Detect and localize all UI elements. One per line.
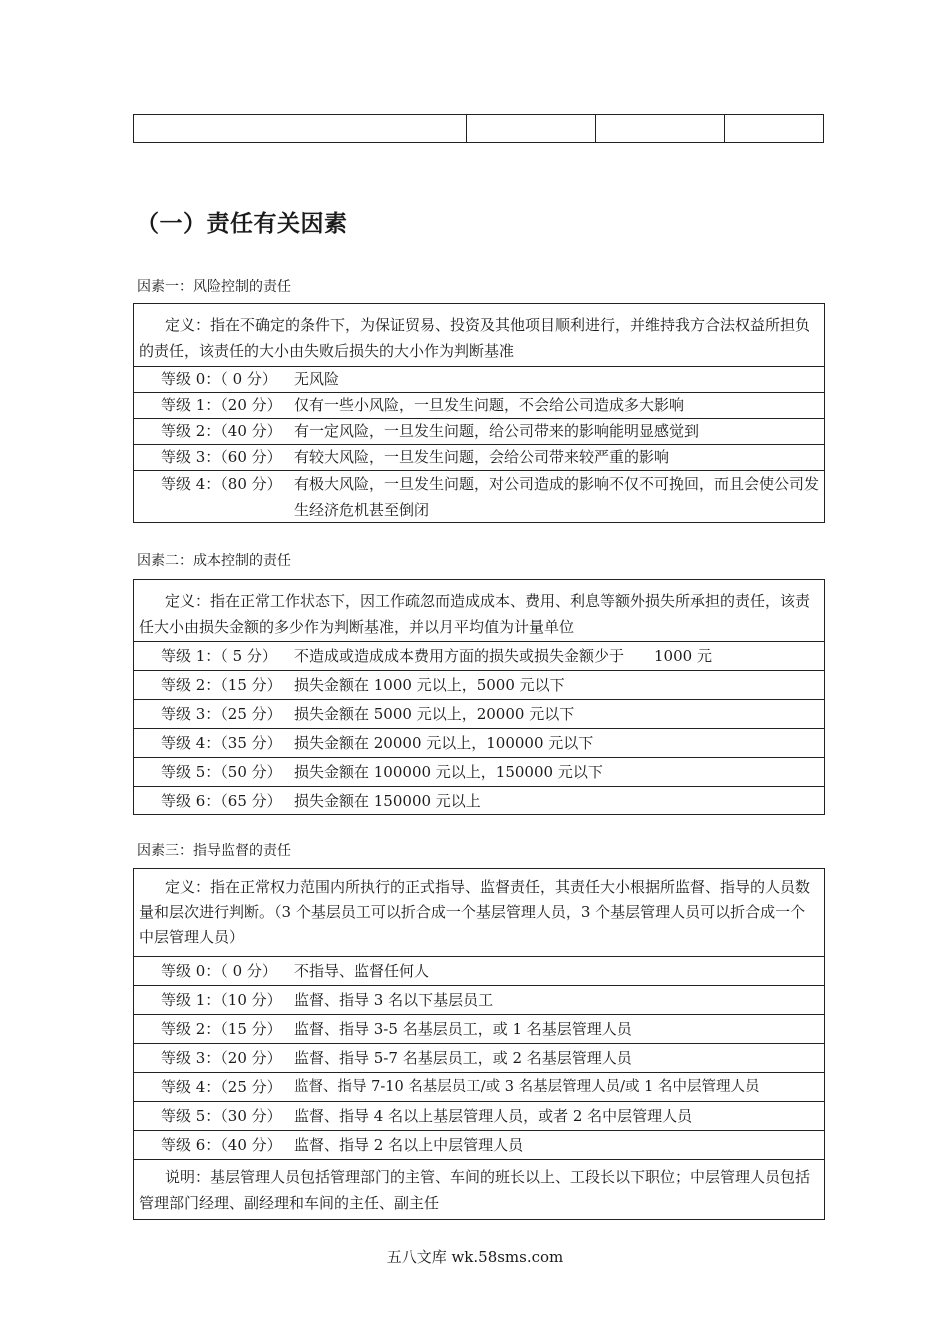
definition-text: 定义：指在正常工作状态下，因工作疏忽而造成成本、费用、利息等额外损失所承担的责任，该责任大小由损失金额的多少作为判断基准，并以月平均值为计量单位 xyxy=(139,592,811,636)
level-row xyxy=(134,757,824,786)
level-text: 损失金额在 150000 元以上 xyxy=(294,792,481,810)
level-text: 无风险 xyxy=(294,370,340,388)
level-row xyxy=(134,670,824,699)
level-row xyxy=(134,470,824,522)
level-row xyxy=(134,1101,824,1130)
level-label: 等级 2：（15 分） xyxy=(161,676,282,694)
definition-row xyxy=(134,304,824,366)
level-text: 监督、指导 5-7 名基层员工，或 2 名基层管理人员 xyxy=(294,1049,632,1067)
definition-row xyxy=(134,869,824,956)
level-text: 有一定风险，一旦发生问题，给公司带来的影响能明显感觉到 xyxy=(294,422,700,440)
level-text: 监督、指导 3-5 名基层员工，或 1 名基层管理人员 xyxy=(294,1020,632,1038)
level-text: 不指导、监督任何人 xyxy=(294,962,430,980)
level-label: 等级 5：（50 分） xyxy=(161,763,282,781)
level-label: 等级 1：（ 5 分） xyxy=(161,647,277,665)
level-text: 仅有一些小风险，一旦发生问题，不会给公司造成多大影响 xyxy=(294,396,685,414)
level-row xyxy=(134,366,824,392)
level-label: 等级 5：（30 分） xyxy=(161,1107,282,1125)
level-text: 有极大风险，一旦发生问题，对公司造成的影响不仅不可挽回，而且会使公司发生经济危机甚至倒闭 xyxy=(294,475,820,519)
level-row xyxy=(134,641,824,670)
footer-watermark: 五八文库 wk.58sms.com xyxy=(386,1248,564,1266)
level-label: 等级 4：（35 分） xyxy=(161,734,282,752)
factor-3-title: 因素三：指导监督的责任 xyxy=(137,843,291,859)
level-text: 监督、指导 2 名以上中层管理人员 xyxy=(294,1136,524,1154)
definition-text: 定义：指在不确定的条件下，为保证贸易、投资及其他项目顺利进行，并维持我方合法权益所担负的责任，该责任的大小由失败后损失的大小作为判断基准 xyxy=(139,316,811,360)
table-cell xyxy=(725,115,823,142)
level-text: 有较大风险，一旦发生问题，会给公司带来较严重的影响 xyxy=(294,448,670,466)
definition-row xyxy=(134,580,824,641)
level-row xyxy=(134,418,824,444)
level-row xyxy=(134,728,824,757)
level-row xyxy=(134,985,824,1014)
section-heading: （一）责任有关因素 xyxy=(136,211,348,237)
level-row xyxy=(134,1043,824,1072)
level-row xyxy=(134,1130,824,1159)
level-label: 等级 6：（40 分） xyxy=(161,1136,282,1154)
level-row xyxy=(134,1072,824,1101)
level-text: 监督、指导 3 名以下基层员工 xyxy=(294,991,494,1009)
level-label: 等级 2：（40 分） xyxy=(161,422,282,440)
level-text: 监督、指导 7-10 名基层员工/或 3 名基层管理人员/或 1 名中层管理人员 xyxy=(294,1079,760,1095)
level-label: 等级 6：（65 分） xyxy=(161,792,282,810)
level-label: 等级 1：（20 分） xyxy=(161,396,282,414)
level-row xyxy=(134,444,824,470)
level-label: 等级 0：（ 0 分） xyxy=(161,962,277,980)
level-label: 等级 3：（60 分） xyxy=(161,448,282,466)
level-text: 不造成或造成成本费用方面的损失或损失金额少于 1000 元 xyxy=(294,647,712,665)
level-label: 等级 4：（80 分） xyxy=(161,475,282,493)
level-row xyxy=(134,699,824,728)
factor-1-title: 因素一：风险控制的责任 xyxy=(137,279,291,295)
factor-2-title: 因素二：成本控制的责任 xyxy=(137,553,291,569)
level-row xyxy=(134,1014,824,1043)
header-table-remnant xyxy=(133,114,824,143)
level-label: 等级 0：（ 0 分） xyxy=(161,370,277,388)
level-label: 等级 4：（25 分） xyxy=(161,1078,282,1096)
level-row xyxy=(134,786,824,814)
level-label: 等级 2：（15 分） xyxy=(161,1020,282,1038)
definition-text: 定义：指在正常权力范围内所执行的正式指导、监督责任，其责任大小根据所监督、指导的人员数量和层次进行判断。（3 个基层员工可以折合成一个基层管理人员，3 个基层管理人员可以折合成一个中层管理人员） xyxy=(139,878,811,946)
factor-3-table xyxy=(133,868,825,1220)
note-text: 说明：基层管理人员包括管理部门的主管、车间的班长以上、工段长以下职位；中层管理人员包括管理部门经理、副经理和车间的主任、副主任 xyxy=(139,1168,811,1212)
level-text: 损失金额在 5000 元以上，20000 元以下 xyxy=(294,705,575,723)
table-cell xyxy=(596,115,725,142)
factor-1-table xyxy=(133,303,825,523)
level-label: 等级 3：（25 分） xyxy=(161,705,282,723)
level-label: 等级 1：（10 分） xyxy=(161,991,282,1009)
level-text: 损失金额在 20000 元以上，100000 元以下 xyxy=(294,734,594,752)
level-text: 损失金额在 100000 元以上，150000 元以下 xyxy=(294,763,603,781)
level-text: 监督、指导 4 名以上基层管理人员，或者 2 名中层管理人员 xyxy=(294,1107,693,1125)
table-cell xyxy=(134,115,467,142)
table-cell xyxy=(467,115,596,142)
note-row xyxy=(134,1159,824,1219)
level-label: 等级 3：（20 分） xyxy=(161,1049,282,1067)
level-row xyxy=(134,956,824,985)
factor-2-table xyxy=(133,579,825,815)
level-text: 损失金额在 1000 元以上，5000 元以下 xyxy=(294,676,565,694)
level-row xyxy=(134,392,824,418)
